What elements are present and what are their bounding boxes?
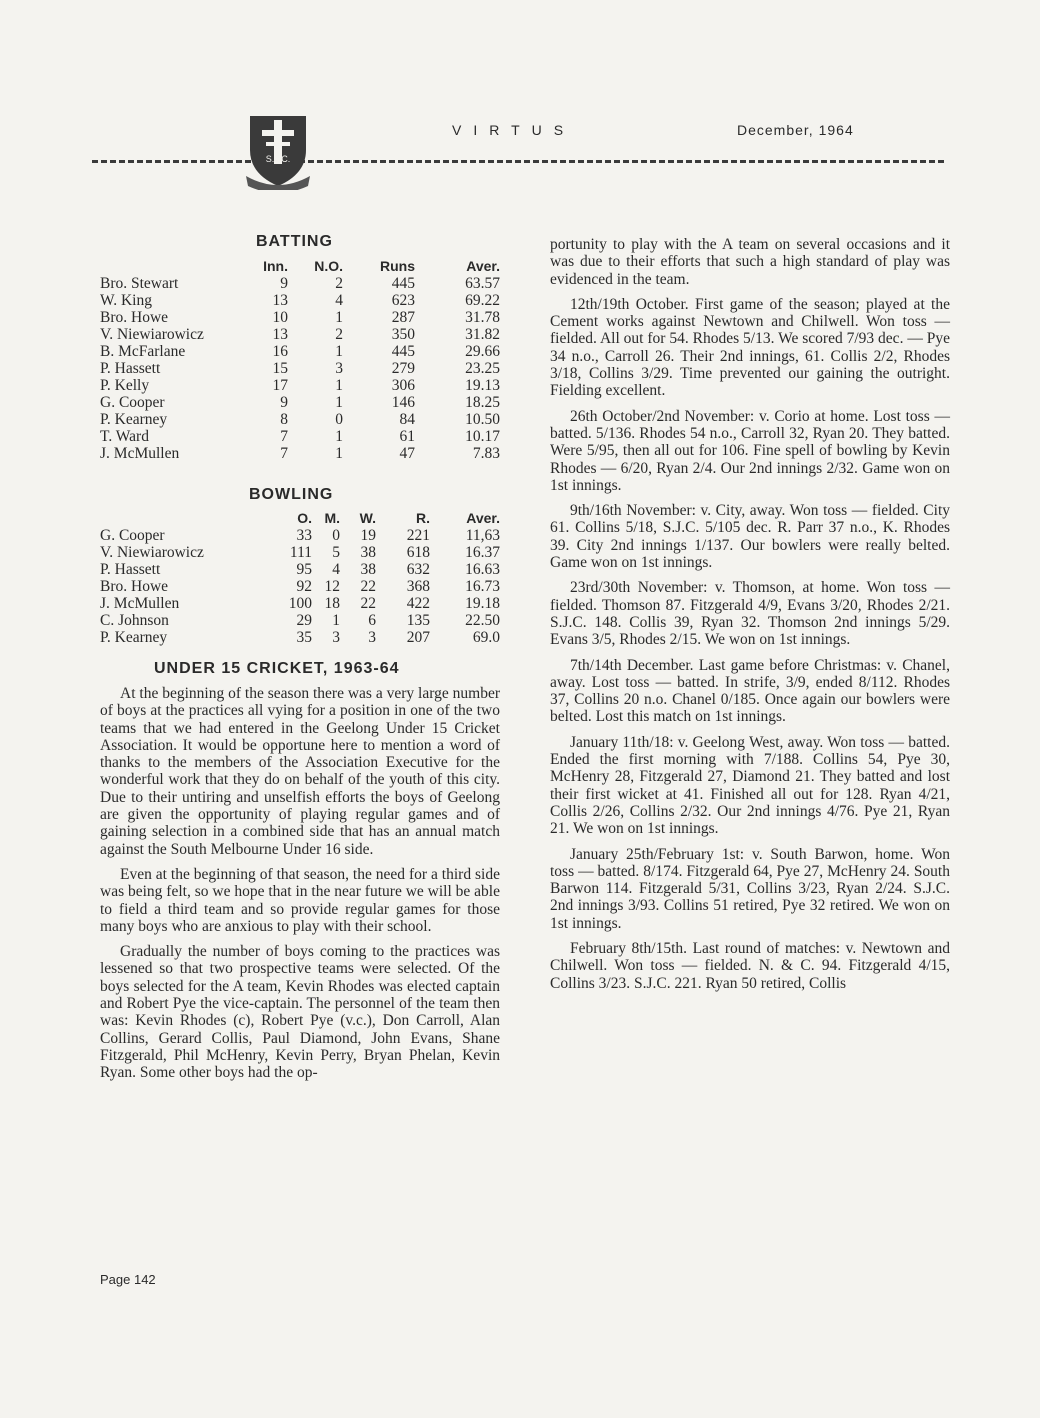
bowling-cell-m: 5	[332, 544, 340, 561]
bowling-cell-m: 3	[332, 629, 340, 646]
bowling-row	[100, 527, 500, 544]
batting-cell-no: 1	[335, 377, 343, 394]
batting-cell-runs: 47	[399, 445, 415, 462]
batting-cell-inn: 9	[280, 275, 288, 292]
batting-row	[100, 343, 500, 360]
batting-cell-aver: 63.57	[465, 275, 500, 292]
batting-cell-aver: 69.22	[465, 292, 500, 309]
page-number: Page 142	[100, 1272, 156, 1287]
batting-cell-runs: 279	[391, 360, 415, 377]
batting-cell-aver: 31.78	[465, 309, 500, 326]
bowling-cell-aver: 19.18	[465, 595, 500, 612]
bowling-row	[100, 561, 500, 578]
batting-cell-no: 2	[335, 275, 343, 292]
bowling-column-header: M.	[324, 510, 340, 526]
batting-row	[100, 445, 500, 462]
batting-cell-aver: 10.17	[465, 428, 500, 445]
player-name: T. Ward	[100, 428, 149, 445]
bowling-row	[100, 629, 500, 646]
article-paragraph: 26th October/2nd November: v. Corio at home. Lost toss — batted. 5/136. Rhodes 54 n.o., Carroll 32, Ryan 20. They batted. Were 5/95, then all out for 106. Fine spell of bowling by Kevin Rhodes — 6/20, Ryan 2/4. Our 2nd innings 2/32. Game won on 1st innings.	[550, 407, 950, 494]
batting-cell-runs: 146	[391, 394, 415, 411]
bowling-cell-aver: 11,63	[465, 527, 500, 544]
bowling-cell-r: 422	[406, 595, 430, 612]
bowling-row	[100, 595, 500, 612]
batting-cell-inn: 7	[280, 445, 288, 462]
player-name: P. Hassett	[100, 360, 161, 377]
batting-cell-aver: 18.25	[465, 394, 500, 411]
player-name: W. King	[100, 292, 152, 309]
bowling-cell-r: 221	[406, 527, 430, 544]
batting-row	[100, 377, 500, 394]
bowling-cell-aver: 16.63	[465, 561, 500, 578]
player-name: Bro. Howe	[100, 309, 169, 326]
article-right-column	[550, 236, 950, 1000]
bowling-row	[100, 612, 500, 629]
batting-row	[100, 428, 500, 445]
bowling-cell-o: 95	[296, 561, 312, 578]
bowling-cell-w: 22	[360, 578, 376, 595]
batting-cell-aver: 31.82	[465, 326, 500, 343]
player-name: P. Hassett	[100, 561, 161, 578]
player-name: V. Niewiarowicz	[100, 326, 204, 343]
batting-row	[100, 292, 500, 309]
bowling-cell-r: 368	[406, 578, 430, 595]
batting-cell-inn: 13	[272, 326, 288, 343]
batting-column-header: N.O.	[314, 258, 343, 274]
school-crest-icon	[238, 110, 318, 190]
player-name: J. McMullen	[100, 445, 180, 462]
bowling-cell-m: 18	[324, 595, 340, 612]
article-paragraph: 7th/14th December. Last game before Christmas: v. Chanel, away. Lost toss — batted. In strife, 3/9, ended 8/112. Rhodes 37, Collins 20 n.o. Chanel 0/185. Once again our bowlers were belted. Lost this match on 1st innings.	[550, 656, 950, 726]
batting-cell-inn: 15	[272, 360, 288, 377]
bowling-cell-m: 0	[332, 527, 340, 544]
player-name: V. Niewiarowicz	[100, 544, 204, 561]
bowling-cell-w: 3	[368, 629, 376, 646]
batting-cell-no: 2	[335, 326, 343, 343]
article-title: UNDER 15 CRICKET, 1963-64	[154, 660, 400, 677]
article-paragraph: February 8th/15th. Last round of matches: v. Newtown and Chilwell. Won toss — fielded. N. & C. 94. Fitzgerald 4/15, Collins 3/23. S.J.C. 221. Ryan 50 retired, Collis	[550, 939, 950, 992]
bowling-cell-o: 33	[296, 527, 312, 544]
bowling-cell-w: 38	[360, 561, 376, 578]
batting-cell-inn: 16	[272, 343, 288, 360]
bowling-row	[100, 544, 500, 561]
batting-cell-no: 1	[335, 445, 343, 462]
player-name: C. Johnson	[100, 612, 169, 629]
batting-cell-runs: 623	[391, 292, 415, 309]
batting-row	[100, 411, 500, 428]
bowling-cell-aver: 16.73	[465, 578, 500, 595]
batting-cell-inn: 17	[272, 377, 288, 394]
batting-row	[100, 326, 500, 343]
batting-cell-no: 1	[335, 309, 343, 326]
batting-cell-no: 4	[335, 292, 343, 309]
bowling-cell-o: 35	[296, 629, 312, 646]
bowling-cell-m: 12	[324, 578, 340, 595]
bowling-column-header: O.	[297, 510, 312, 526]
publication-title: VIRTUS	[452, 122, 576, 138]
bowling-cell-m: 4	[332, 561, 340, 578]
batting-cell-no: 1	[335, 428, 343, 445]
batting-cell-inn: 13	[272, 292, 288, 309]
batting-row	[100, 394, 500, 411]
article-paragraph: January 25th/February 1st: v. South Barwon, home. Won toss — batted. 8/174. Fitzgerald 64, Pye 27, McHenry 24. South Barwon 114. Fitzgerald 5/31, Collins 3/23, Ryan 2/24. S.J.C. 2nd innings 3/93. Collins 51 retired, Pye 32 retired. We won on 1st innings.	[550, 845, 950, 932]
batting-column-header: Inn.	[263, 258, 288, 274]
player-name: P. Kelly	[100, 377, 150, 394]
batting-cell-no: 1	[335, 394, 343, 411]
bowling-cell-r: 135	[406, 612, 430, 629]
batting-cell-aver: 23.25	[465, 360, 500, 377]
bowling-cell-w: 19	[360, 527, 376, 544]
bowling-cell-o: 92	[296, 578, 312, 595]
batting-cell-runs: 61	[399, 428, 415, 445]
bowling-cell-aver: 16.37	[465, 544, 500, 561]
batting-cell-runs: 287	[391, 309, 415, 326]
batting-cell-no: 0	[335, 411, 343, 428]
batting-cell-inn: 8	[280, 411, 288, 428]
bowling-table	[100, 510, 500, 646]
bowling-cell-w: 22	[360, 595, 376, 612]
player-name: J. McMullen	[100, 595, 180, 612]
batting-column-header: Runs	[380, 258, 415, 274]
batting-cell-runs: 84	[399, 411, 415, 428]
player-name: Bro. Howe	[100, 578, 169, 595]
batting-row	[100, 275, 500, 292]
player-name: G. Cooper	[100, 394, 165, 411]
bowling-cell-o: 100	[288, 595, 312, 612]
batting-title: BATTING	[256, 233, 333, 250]
player-name: P. Kearney	[100, 629, 168, 646]
bowling-cell-o: 111	[289, 544, 312, 561]
bowling-column-header: W.	[359, 510, 376, 526]
bowling-cell-aver: 69.0	[472, 629, 500, 646]
bowling-cell-r: 632	[406, 561, 430, 578]
batting-cell-aver: 19.13	[465, 377, 500, 394]
batting-cell-no: 1	[335, 343, 343, 360]
article-paragraph: portunity to play with the A team on several occasions and it was due to their efforts that such a high standard of play was evidenced in the team.	[550, 236, 950, 288]
batting-cell-runs: 445	[391, 343, 415, 360]
article-paragraph: 9th/16th November: v. City, away. Won toss — fielded. City 61. Collins 5/18, S.J.C. 5/105 dec. R. Parr 37 n.o., K. Rhodes 39. City 2nd innings 1/137. Our bowlers were really belted. Game won on 1st innings.	[550, 502, 950, 572]
batting-cell-inn: 9	[280, 394, 288, 411]
article-paragraph: 12th/19th October. First game of the season; played at the Cement works against Newtown and Chilwell. Won toss — fielded. All out for 54. Rhodes 5/13. We scored 7/93 dec. — Pye 34 n.o., Carroll 26. Their 2nd innings, 61. Collis 2/2, Rhodes 3/18, Collins 3/29. Time prevented our gaining the outright. Fielding excellent.	[550, 295, 950, 400]
bowling-cell-w: 38	[360, 544, 376, 561]
bowling-cell-w: 6	[368, 612, 376, 629]
batting-cell-aver: 29.66	[465, 343, 500, 360]
header-rule	[92, 160, 944, 163]
article-paragraph: January 11th/18: v. Geelong West, away. Won toss — batted. Ended the first morning with 7/188. Collins 54, Pye 30, McHenry 28, Fitzgerald 27, Diamond 21. They batted and lost their first wicket at 41. Finished all out for 128. Ryan 4/21, Collis 2/26, Collins 2/32. Our 2nd innings 4/76. Pye 21, Ryan 21. We won on 1st innings.	[550, 733, 950, 838]
bowling-title: BOWLING	[249, 486, 334, 503]
article-paragraph: 23rd/30th November: v. Thomson, at home. Won toss — fielded. Thomson 87. Fitzgerald 4/9, Evans 3/20, Rhodes 2/21. S.J.C. 148. Collis 39, Ryan 32. Thomson 2nd innings 5/29. Evans 3/5, Rhodes 2/15. We won on 1st innings.	[550, 579, 950, 649]
bowling-cell-m: 1	[332, 612, 340, 629]
batting-header-row	[100, 258, 500, 275]
batting-table	[100, 258, 500, 462]
article-paragraph: Gradually the number of boys coming to the practices was lessened so that two prospective teams were selected. Of the boys selected for the A team, Kevin Rhodes was elected captain and Robert Pye the vice-captain. The personnel of the team then was: Kevin Rhodes (c), Robert Pye (v.c.), Don Carroll, Alan Collins, Gerard Collis, Paul Diamond, John Evans, Shane Fitzgerald, Phil McHenry, Kevin Perry, Bryan Phelan, Kevin Ryan. Some other boys had the op-	[100, 943, 500, 1082]
bowling-cell-r: 207	[406, 629, 430, 646]
article-left-column	[100, 685, 500, 1090]
batting-cell-runs: 445	[391, 275, 415, 292]
player-name: Bro. Stewart	[100, 275, 179, 292]
article-paragraph: At the beginning of the season there was a very large number of boys at the practices all vying for a position in one of the two teams that we had entered in the Geelong Under 15 Cricket Association. It would be opportune here to mention a word of thanks to the members of the Association Executive for the wonderful work that they do on behalf of the youth of this city. Due to their untiring and unselfish efforts the boys of Geelong are given the opportunity of playing regular games and of gaining selection in a combined side that has an annual match against the South Melbourne Under 16 side.	[100, 685, 500, 858]
bowling-column-header: R.	[416, 510, 430, 526]
bowling-header-row	[100, 510, 500, 527]
svg-text:S.J.C.: S.J.C.	[265, 154, 291, 164]
batting-cell-aver: 10.50	[465, 411, 500, 428]
batting-cell-inn: 10	[272, 309, 288, 326]
batting-row	[100, 360, 500, 377]
bowling-cell-o: 29	[296, 612, 312, 629]
bowling-cell-aver: 22.50	[465, 612, 500, 629]
article-paragraph: Even at the beginning of that season, the need for a third side was being felt, so we hope that in the near future we will be able to field a third team and so provide regular games for those many boys who are anxious to play with their school.	[100, 865, 500, 935]
player-name: B. McFarlane	[100, 343, 186, 360]
bowling-row	[100, 578, 500, 595]
bowling-column-header: Aver.	[466, 510, 500, 526]
batting-cell-inn: 7	[280, 428, 288, 445]
player-name: G. Cooper	[100, 527, 165, 544]
batting-cell-aver: 7.83	[472, 445, 500, 462]
batting-row	[100, 309, 500, 326]
player-name: P. Kearney	[100, 411, 168, 428]
batting-cell-runs: 306	[391, 377, 415, 394]
batting-cell-no: 3	[335, 360, 343, 377]
bowling-cell-r: 618	[406, 544, 430, 561]
batting-column-header: Aver.	[466, 258, 500, 274]
batting-cell-runs: 350	[391, 326, 415, 343]
issue-date: December, 1964	[737, 122, 854, 138]
